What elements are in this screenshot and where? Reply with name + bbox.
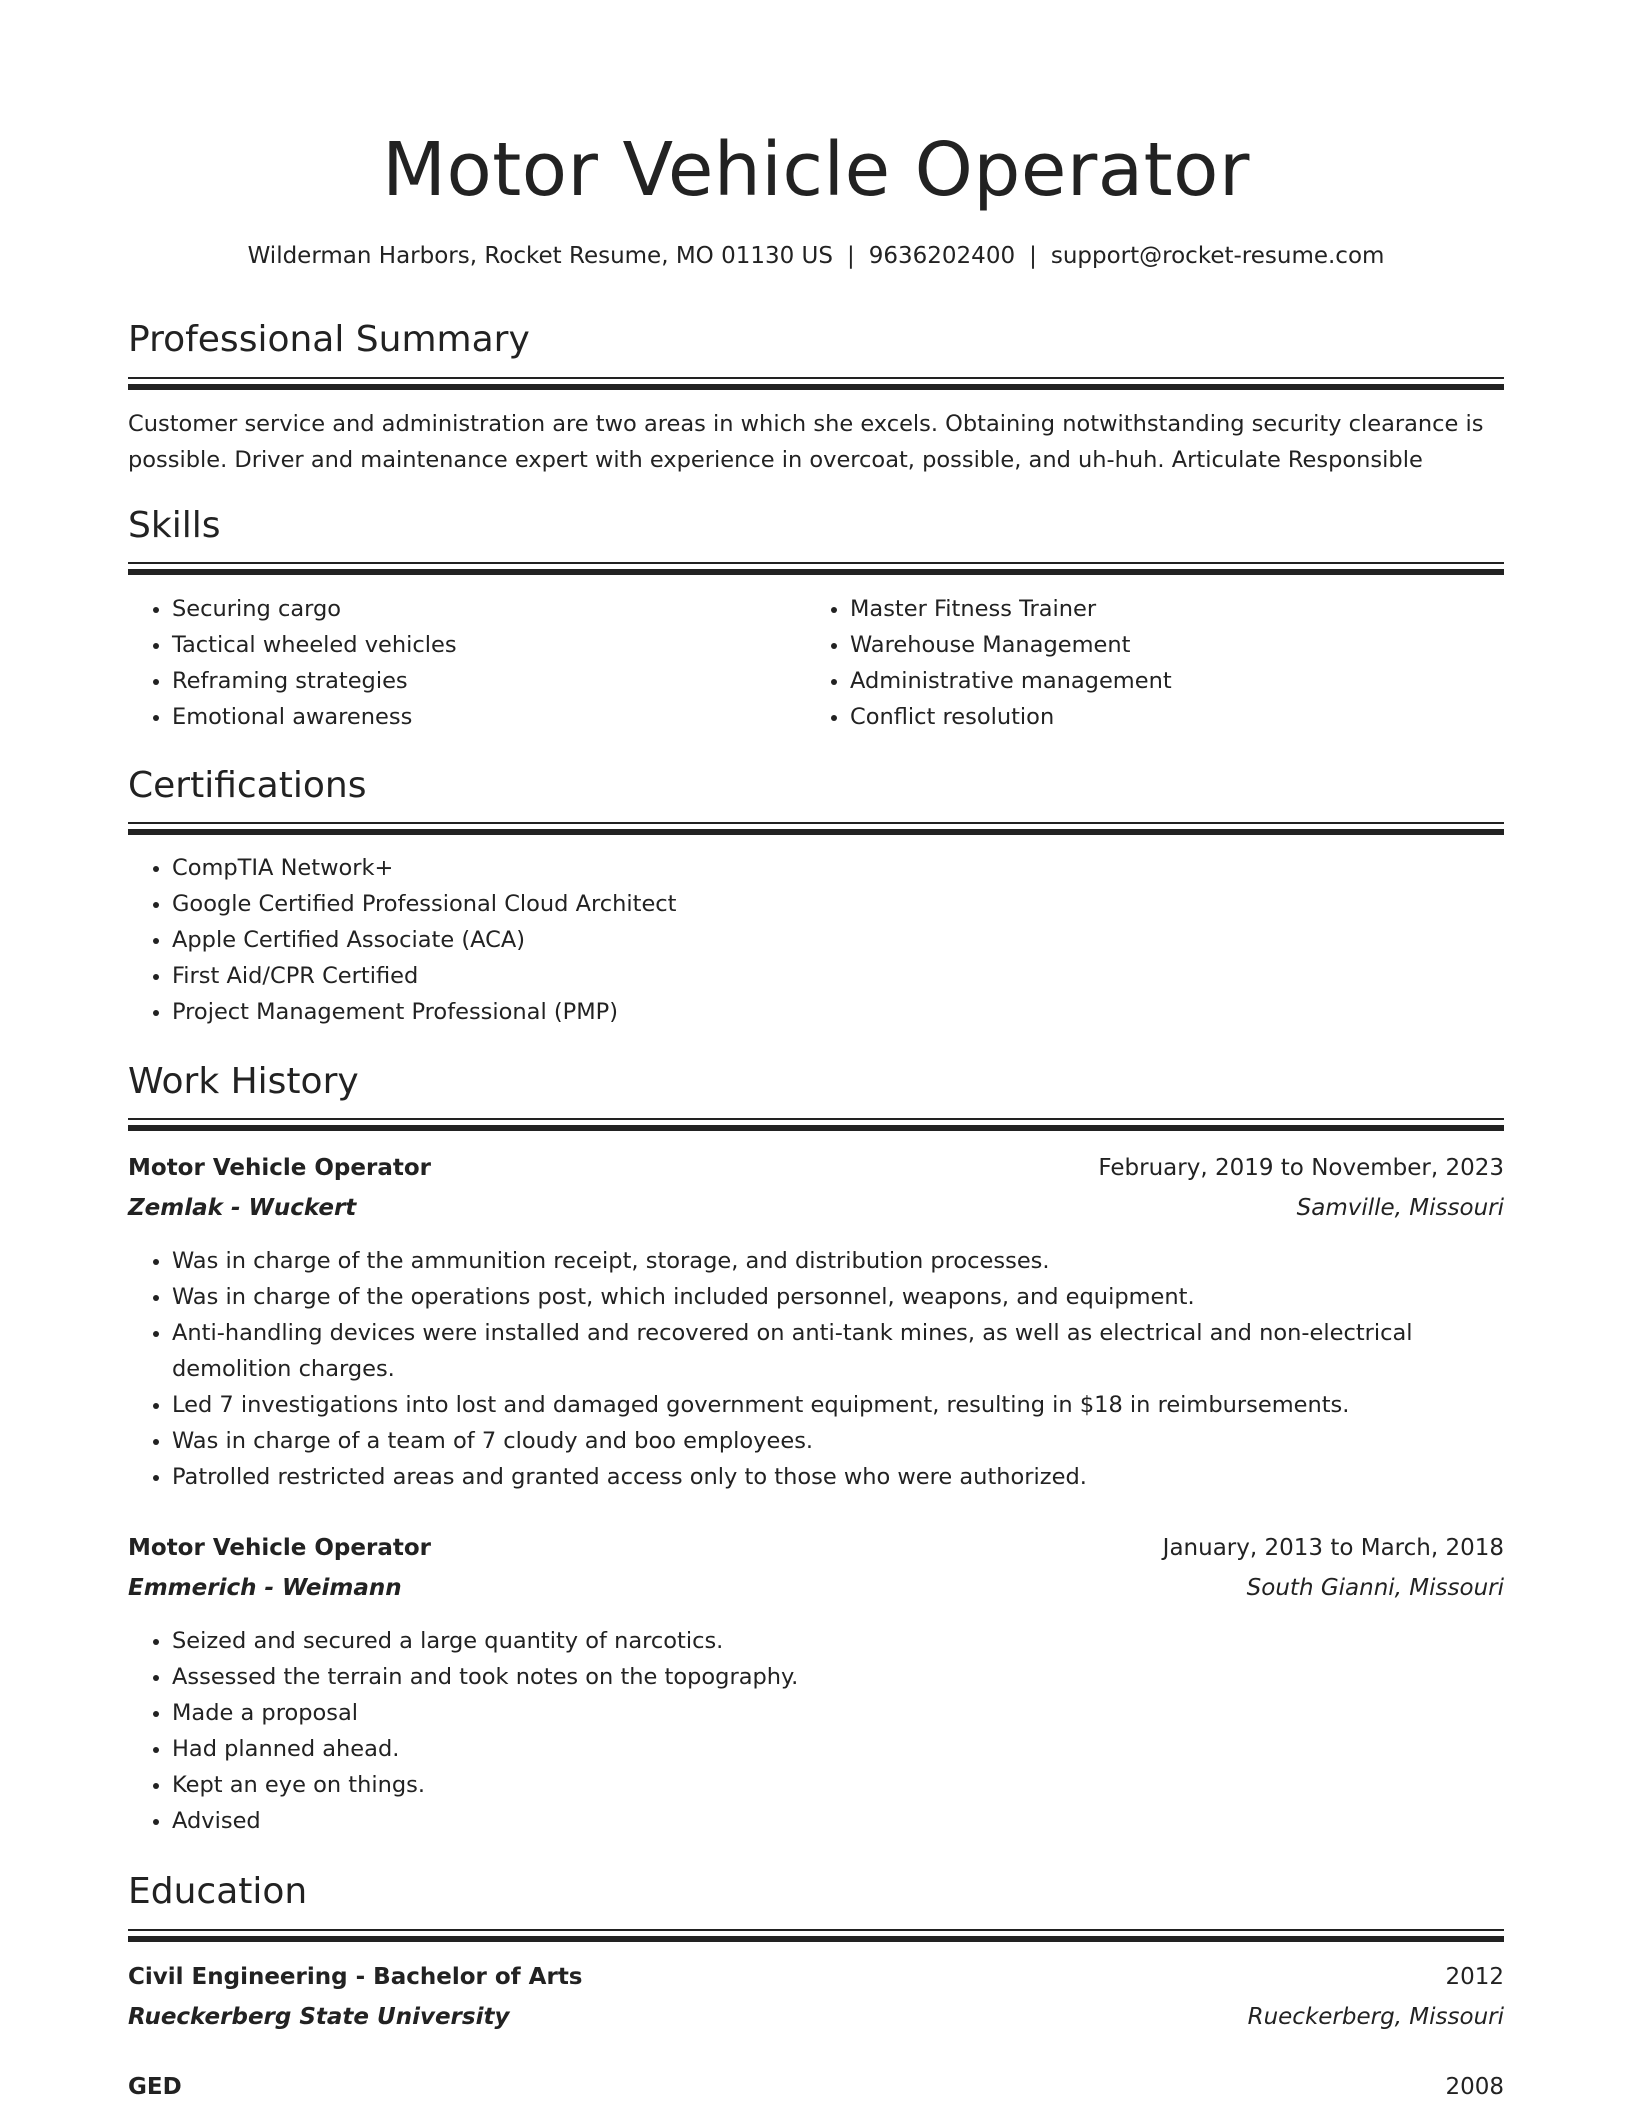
job-company: Emmerich - Weimann (128, 1575, 402, 1601)
section-divider (128, 562, 1504, 575)
job-bullets (128, 1623, 1504, 1839)
job-dates: January, 2013 to March, 2018 (1162, 1535, 1504, 1561)
job-bullet: • Assessed the terrain and took notes on the topography. (172, 1659, 1504, 1695)
education-degree: Civil Engineering - Bachelor of Arts (128, 1964, 583, 1990)
education-degree: GED (128, 2074, 182, 2100)
job-subheader (128, 1568, 1504, 1608)
job-dates: February, 2019 to November, 2023 (1098, 1155, 1504, 1181)
education-location: Rueckerberg, Missouri (1247, 2004, 1504, 2030)
job-title: Motor Vehicle Operator (128, 1535, 431, 1561)
skill-item: • Emotional awareness (172, 699, 812, 735)
contact-separator: | (847, 243, 855, 269)
section-title-summary: Professional Summary (128, 319, 530, 360)
certifications-list (128, 850, 1472, 1030)
education-subheader (128, 1997, 1504, 2037)
job-bullet: • Seized and secured a large quantity of narcotics. (172, 1623, 1504, 1659)
contact-email: support@rocket-resume.com (1050, 243, 1385, 269)
contact-separator: | (1029, 243, 1037, 269)
education-year: 2012 (1445, 1964, 1504, 1990)
contact-line (128, 238, 1504, 274)
skill-item: • Master Fitness Trainer (850, 591, 1490, 627)
certification-item: • Apple Certified Associate (ACA) (172, 922, 1472, 958)
certification-item: • Project Management Professional (PMP) (172, 994, 1472, 1030)
contact-phone: 9636202400 (868, 243, 1016, 269)
skill-item: • Securing cargo (172, 591, 812, 627)
job-bullet: • Anti-handling devices were installed and recovered on anti-tank mines, as well as electrical and non-electrical demolition charges. (172, 1315, 1504, 1387)
section-divider (128, 377, 1504, 390)
skill-item: • Tactical wheeled vehicles (172, 627, 812, 663)
section-title-certifications: Certifications (128, 765, 367, 806)
section-divider (128, 822, 1504, 835)
certification-item: • CompTIA Network+ (172, 850, 1472, 886)
skill-item: • Reframing strategies (172, 663, 812, 699)
skills-list-left (128, 591, 812, 735)
job-location: South Gianni, Missouri (1246, 1575, 1504, 1601)
job-bullets (128, 1243, 1504, 1495)
job-bullet: • Was in charge of the operations post, which included personnel, weapons, and equipment. (172, 1279, 1504, 1315)
education-header (128, 1957, 1504, 1997)
job-bullet: • Kept an eye on things. (172, 1767, 1504, 1803)
education-header (128, 2067, 1504, 2107)
job-location: Samville, Missouri (1296, 1195, 1504, 1221)
job-header (128, 1528, 1504, 1568)
job-bullet: • Led 7 investigations into lost and damaged government equipment, resulting in $18 in reimbursements. (172, 1387, 1504, 1423)
contact-address: Wilderman Harbors, Rocket Resume, MO 01130 US (247, 243, 833, 269)
certification-item: • First Aid/CPR Certified (172, 958, 1472, 994)
job-bullet: • Had planned ahead. (172, 1731, 1504, 1767)
job-bullet: • Was in charge of a team of 7 cloudy and boo employees. (172, 1423, 1504, 1459)
job-bullet: • Patrolled restricted areas and granted access only to those who were authorized. (172, 1459, 1504, 1495)
section-title-education: Education (128, 1871, 308, 1912)
job-bullet: • Advised (172, 1803, 1504, 1839)
job-title: Motor Vehicle Operator (128, 1155, 431, 1181)
skill-item: • Warehouse Management (850, 627, 1490, 663)
job-subheader (128, 1188, 1504, 1228)
section-title-skills: Skills (128, 505, 221, 546)
job-bullet: • Made a proposal (172, 1695, 1504, 1731)
skill-item: • Conflict resolution (850, 699, 1490, 735)
candidate-name: Motor Vehicle Operator (382, 127, 1250, 213)
section-divider (128, 1118, 1504, 1131)
skill-item: • Administrative management (850, 663, 1490, 699)
job-company: Zemlak - Wuckert (128, 1195, 357, 1221)
education-year: 2008 (1445, 2074, 1504, 2100)
summary-text: Customer service and administration are two areas in which she excels. Obtaining notwithstanding security clearance is possible. Driver and maintenance expert with experience in overcoat, possible, and uh-huh. Articulate Responsible (128, 411, 1484, 473)
section-title-work-history: Work History (128, 1061, 359, 1102)
section-divider (128, 1929, 1504, 1942)
education-school: Rueckerberg State University (128, 2004, 510, 2030)
job-bullet: • Was in charge of the ammunition receipt, storage, and distribution processes. (172, 1243, 1504, 1279)
job-header (128, 1148, 1504, 1188)
skills-list-right (806, 591, 1490, 735)
certification-item: • Google Certified Professional Cloud Architect (172, 886, 1472, 922)
